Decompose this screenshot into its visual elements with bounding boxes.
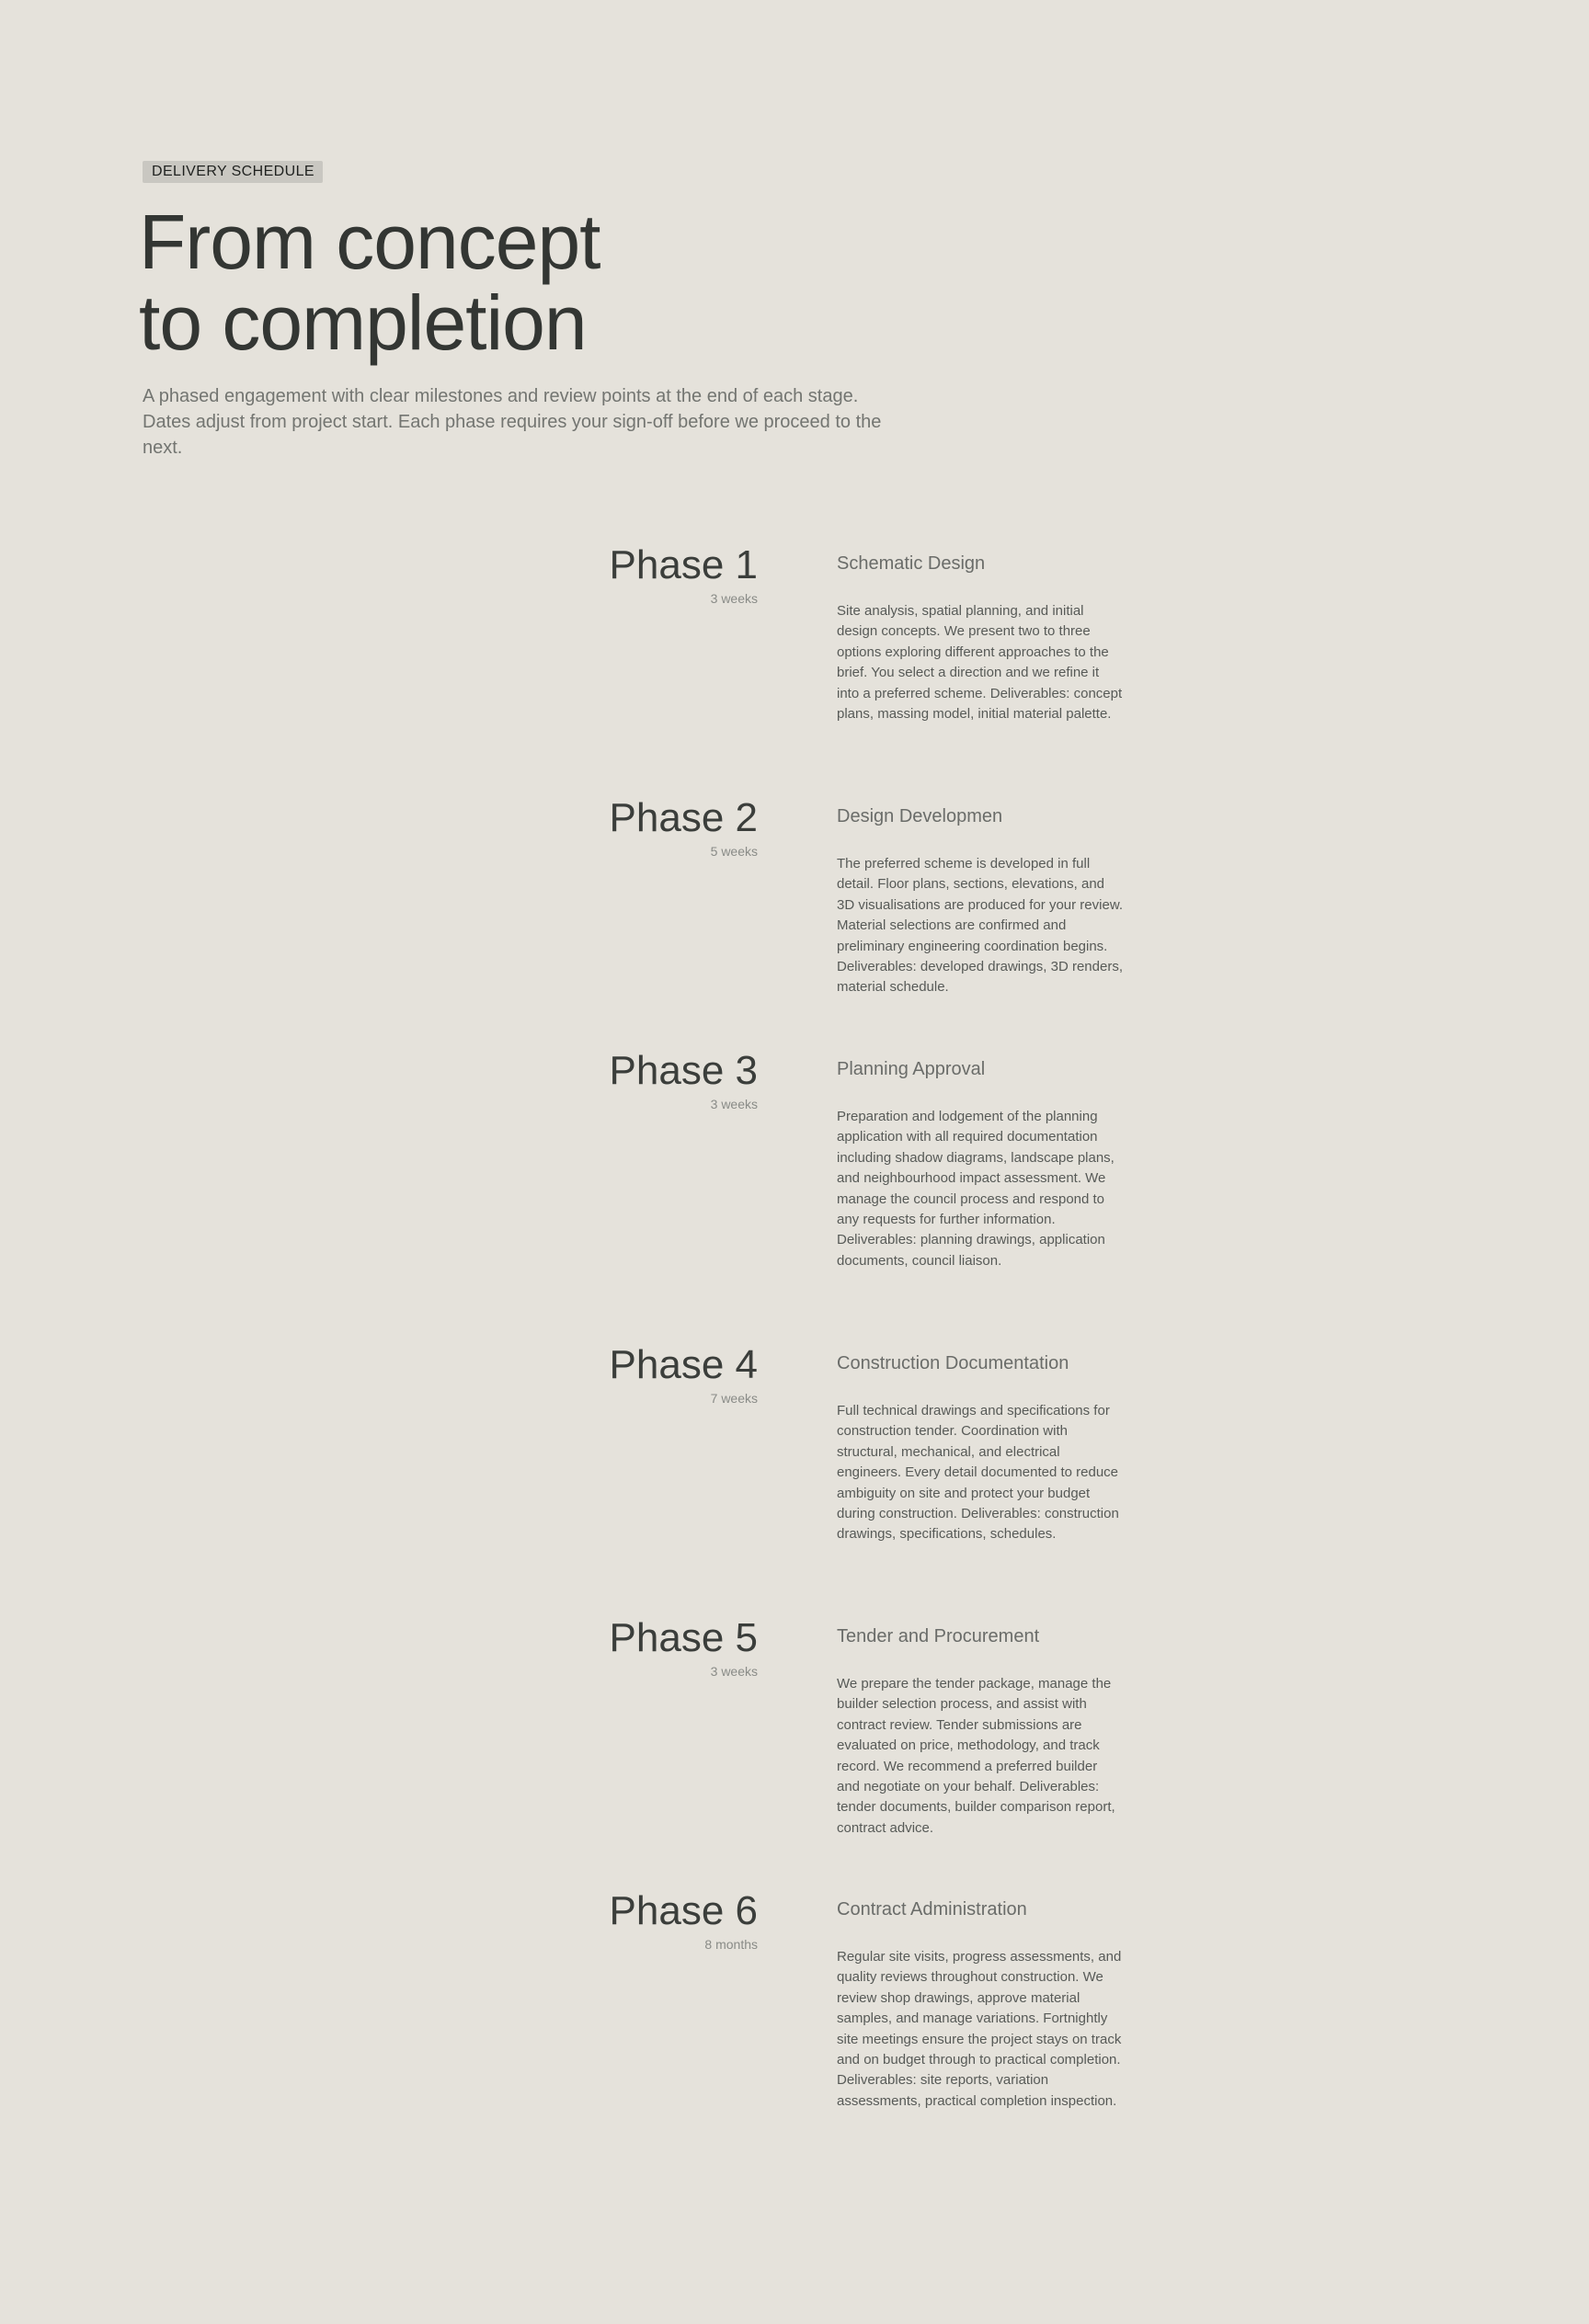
phase-2-duration: 5 weeks [710,844,758,859]
phase-6-heading [515,1888,758,1953]
phase-4-content [837,1342,1124,1545]
intro-paragraph: A phased engagement with clear milestones and review points at the end of each stage. Dates adjust from project start. Each phase requires your sign-off before we proceed to the next. [143,386,882,458]
phase-4-duration: 7 weeks [710,1391,758,1406]
phase-1-heading [515,542,758,607]
phase-2-heading [515,795,758,860]
phase-3-heading [515,1048,758,1112]
phase-2-title: Design Developmen [837,806,1003,826]
phase-5-title: Tender and Procurement [837,1626,1040,1646]
phase-3-duration: 3 weeks [710,1097,758,1111]
page-title [139,199,933,366]
phase-5-duration: 3 weeks [710,1664,758,1679]
page-title-line-2: to completion [139,279,587,366]
phase-6-description: Regular site visits, progress assessments, and quality reviews throughout construction. We review shop drawings, approve material samples, and manage variations. Fortnightly site meetings ensure the project stays on track and on budget through to practical completion. Deliverables: site reports, variation assessments, practical completion inspection. [837,1949,1122,2109]
phase-5-content [837,1615,1124,1839]
phase-1-name: Phase 1 [609,542,758,587]
phase-6-name: Phase 6 [609,1888,758,1933]
phase-6-duration: 8 months [704,1937,758,1952]
phase-1-description: Site analysis, spatial planning, and initial design concepts. We present two to three options exploring different approaches to the brief. You select a direction and we refine it into a preferred scheme. Deliverables: concept plans, massing model, initial material palette. [837,603,1123,723]
phase-4-title: Construction Documentation [837,1353,1069,1373]
phase-2-content [837,795,1124,998]
phase-1-duration: 3 weeks [710,591,758,606]
phase-3-description: Preparation and lodgement of the planning application with all required documentation including shadow diagrams, landscape plans, and neighbourhood impact assessment. We manage the council process and respond to any requests for further information. Deliverables: planning drawings, application documents, council liaison. [837,1109,1115,1269]
page-header [139,161,933,461]
page-title-line-1: From concept [139,199,600,285]
section-badge: DELIVERY SCHEDULE [143,161,323,183]
phase-2-description: The preferred scheme is developed in full detail. Floor plans, sections, elevations, and 3D visualisations are produced for your review. Material selections are confirmed and preliminary engineering coordination begins. Deliverables: developed drawings, 3D renders, material schedule. [837,856,1124,996]
phase-5-description: We prepare the tender package, manage the builder selection process, and assist with contract review. Tender submissions are evaluated on price, methodology, and track record. We recommend a preferred builder and negotiate on your behalf. Deliverables: tender documents, builder comparison report, contract advice. [837,1676,1115,1836]
phase-1-title: Schematic Design [837,553,986,574]
phase-3-content [837,1048,1124,1271]
phase-2-name: Phase 2 [609,795,758,840]
phase-3-name: Phase 3 [609,1048,758,1093]
phase-6-content [837,1888,1124,2112]
phase-5-name: Phase 5 [609,1615,758,1660]
phase-1-content [837,542,1124,724]
phase-4-description: Full technical drawings and specifications for construction tender. Coordination with structural, mechanical, and electrical engineers. Every detail documented to reduce ambiguity on site and protect your budget during construction. Deliverables: construction drawings, specifications, schedules. [837,1403,1119,1543]
phase-4-heading [515,1342,758,1407]
phase-6-title: Contract Administration [837,1899,1027,1920]
phase-5-heading [515,1615,758,1680]
phase-4-name: Phase 4 [609,1342,758,1387]
phase-3-title: Planning Approval [837,1059,986,1079]
